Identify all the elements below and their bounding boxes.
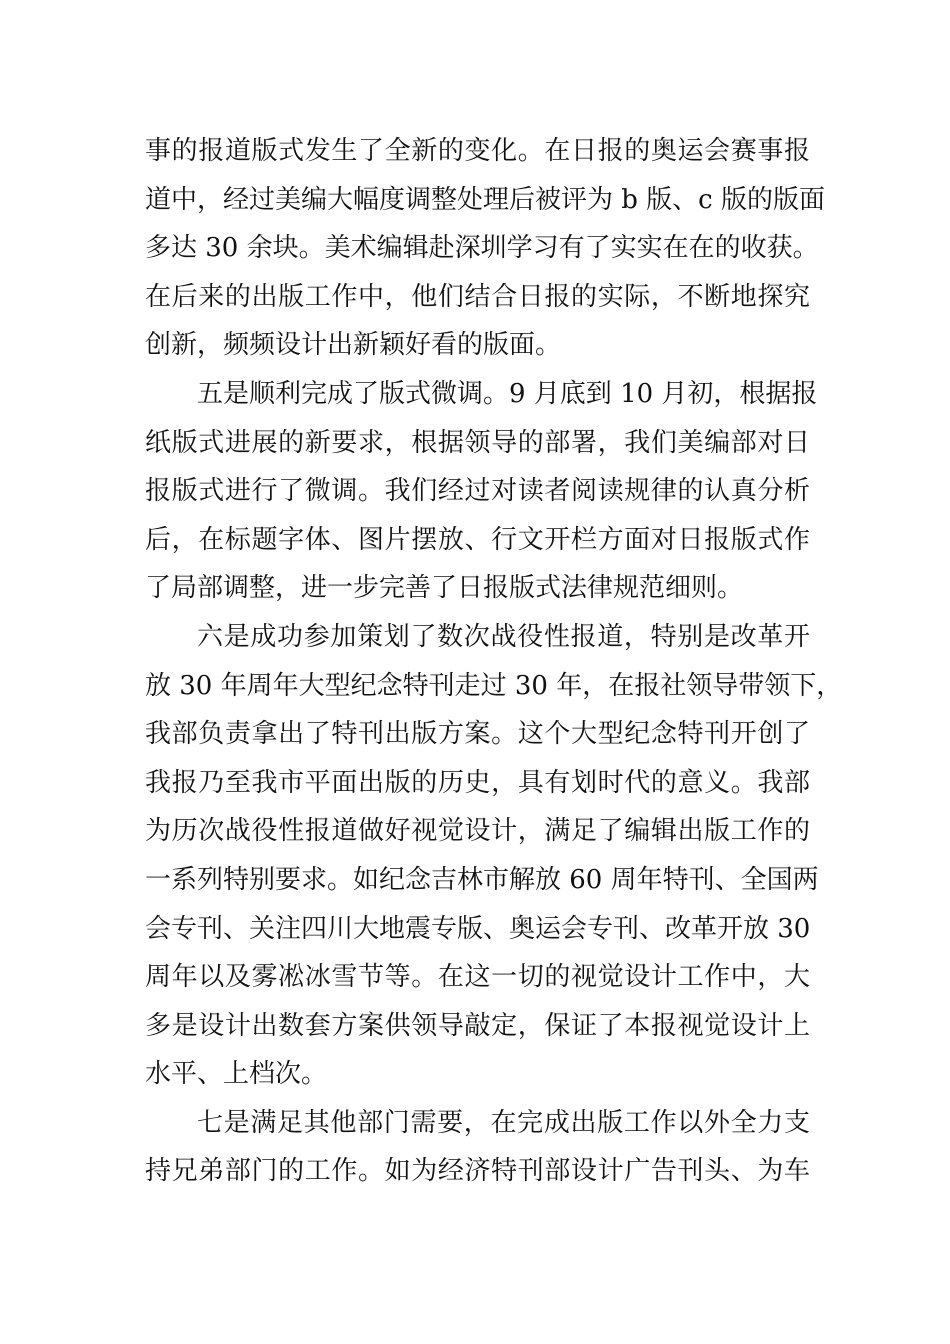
text-line: 多是设计出数套方案供领导敲定，保证了本报视觉设计上 (145, 1010, 810, 1041)
text-line: 放 30 年周年大型纪念特刊走过 30 年，在报社领导带领下， (145, 670, 843, 701)
text-line: 事的报道版式发生了全新的变化。在日报的奥运会赛事报 (145, 136, 810, 166)
document-body (145, 127, 843, 1196)
text-line: 道中，经过美编大幅度调整处理后被评为 b 版、c 版的版面 (145, 184, 825, 215)
text-line: 周年以及雾凇冰雪节等。在这一切的视觉设计工作中，大 (145, 962, 810, 993)
text-line: 一系列特别要求。如纪念吉林市解放 60 周年特刊、全国两 (145, 864, 819, 895)
text-line: 会专刊、关注四川大地震专版、奥运会专刊、改革开放 30 (145, 913, 811, 944)
text-line: 创新，频频设计出新颖好看的版面。 (145, 330, 562, 361)
text-line: 六是成功参加策划了数次战役性报道，特别是改革开 (197, 621, 810, 652)
text-line: 为历次战役性报道做好视觉设计，满足了编辑出版工作的 (145, 816, 810, 847)
text-line: 多达 30 余块。美术编辑赴深圳学习有了实实在在的收获。 (145, 233, 819, 264)
text-line: 持兄弟部门的工作。如为经济特刊部设计广告刊头、为车 (145, 1156, 810, 1187)
text-line: 我报乃至我市平面出版的历史，具有划时代的意义。我部 (145, 767, 810, 798)
text-line: 报版式进行了微调。我们经过对读者阅读规律的认真分析 (145, 476, 810, 507)
text-line: 水平、上档次。 (145, 1059, 328, 1090)
text-line: 后，在标题字体、图片摆放、行文开栏方面对日报版式作 (145, 524, 810, 555)
text-line: 我部负责拿出了特刊出版方案。这个大型纪念特刊开创了 (145, 719, 810, 750)
text-line: 七是满足其他部门需要，在完成出版工作以外全力支 (197, 1107, 810, 1138)
text-line: 了局部调整，进一步完善了日报版式法律规范细则。 (145, 573, 744, 604)
text-line: 纸版式进展的新要求，根据领导的部署，我们美编部对日 (145, 427, 810, 458)
text-line: 在后来的出版工作中，他们结合日报的实际，不断地探究 (145, 281, 810, 312)
text-line: 五是顺利完成了版式微调。9 月底到 10 月初，根据报 (197, 378, 818, 409)
